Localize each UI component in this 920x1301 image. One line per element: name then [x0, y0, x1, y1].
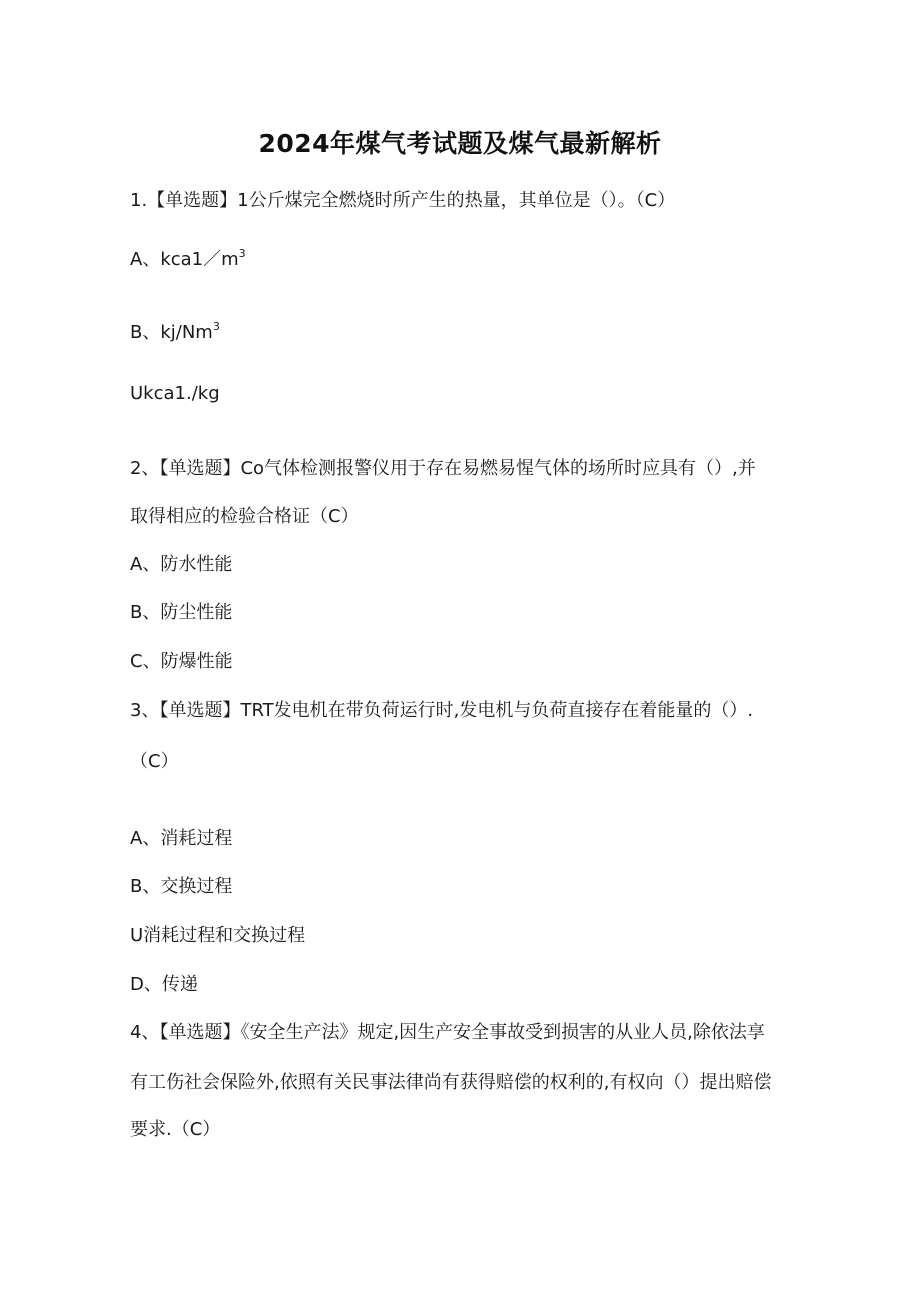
option-text: A、kca1／m — [130, 249, 239, 270]
question-3-option-c: U消耗过程和交换过程 — [130, 925, 306, 946]
question-2-option-b: B、防尘性能 — [130, 602, 233, 623]
question-3-option-d: D、传递 — [130, 974, 198, 995]
question-3-option-a: A、消耗过程 — [130, 828, 233, 849]
option-superscript: 3 — [238, 247, 246, 260]
question-3-option-b: B、交换过程 — [130, 876, 233, 897]
option-text: B、kj/Nm — [130, 322, 213, 343]
question-4-text-line-3: 要求.（C） — [130, 1119, 221, 1140]
question-1-option-c: Ukca1./kg — [130, 383, 220, 404]
question-4-text-line-1: 4、【单选题】《安全生产法》规定,因生产安全事故受到损害的从业人员,除依法享 — [130, 1022, 765, 1043]
question-1-option-b — [130, 318, 220, 344]
question-2-option-c: C、防爆性能 — [130, 651, 233, 672]
document-title: 2024年煤气考试题及煤气最新解析 — [258, 129, 662, 158]
question-2-text-line-1: 2、【单选题】Co气体检测报警仪用于存在易燃易惺气体的场所时应具有（）,并 — [130, 458, 756, 479]
question-2-option-a: A、防水性能 — [130, 554, 233, 575]
question-3-text-line-2: （C） — [130, 751, 179, 772]
question-3-text-line-1: 3、【单选题】TRT发电机在带负荷运行时,发电机与负荷直接存在着能量的（）. — [130, 700, 754, 721]
question-1-option-a — [130, 245, 246, 271]
question-2-text-line-2: 取得相应的检验合格证（C） — [130, 506, 359, 527]
question-4-text-line-2: 有工伤社会保险外,依照有关民事法律尚有获得赔偿的权利的,有权向（）提出赔偿 — [130, 1072, 772, 1093]
question-1-text: 1.【单选题】1公斤煤完全燃烧时所产生的热量，其单位是（）。（C） — [130, 190, 676, 211]
option-superscript: 3 — [212, 320, 220, 333]
